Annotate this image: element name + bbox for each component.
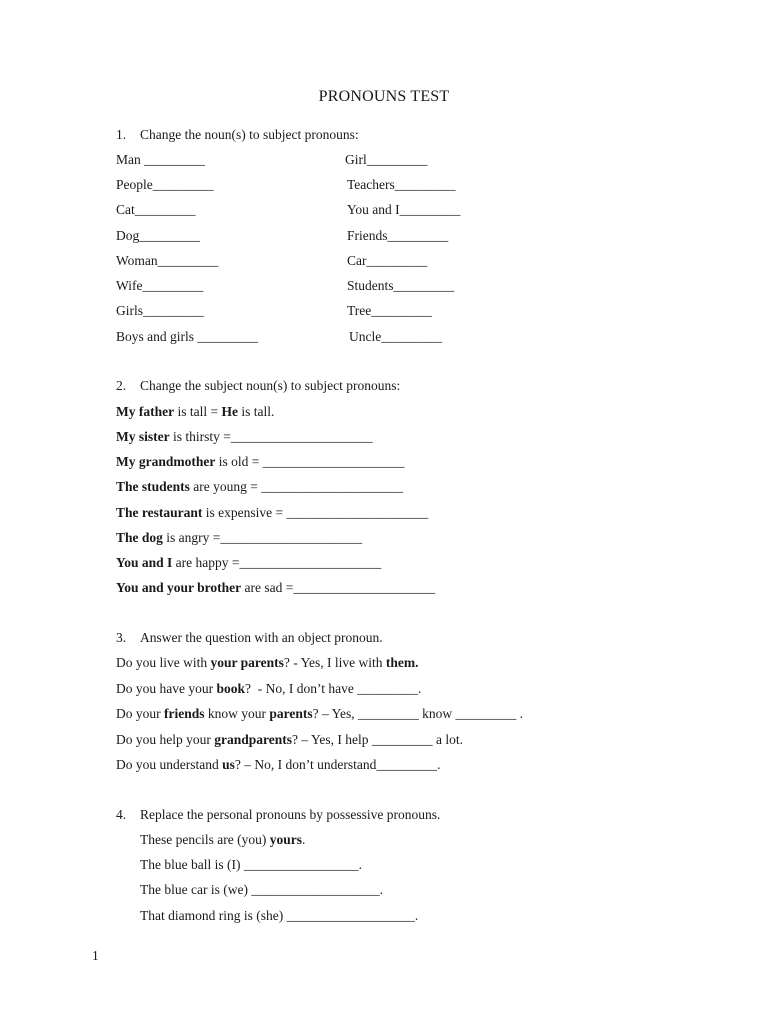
s2-subject: You and your brother (116, 580, 242, 595)
s3-bold: them. (385, 655, 419, 670)
s3-row (116, 654, 419, 672)
s2-text: is tall = (174, 404, 222, 419)
s3-text: know your (204, 706, 270, 721)
s1-right-item: You and I_________ (347, 202, 461, 217)
s4-row (140, 831, 305, 849)
s2-subject: My father (116, 404, 175, 419)
s2-text: is expensive = _____________________ (202, 505, 429, 520)
s3-text: ? – Yes, I help _________ a lot. (292, 732, 464, 747)
s3-text: ? – No, I don’t understand_________. (234, 757, 441, 772)
s3-text: Do you live with (116, 655, 211, 670)
s3-bold: your parents (210, 655, 284, 670)
section3-number: 3. (116, 630, 127, 645)
s1-right-item: Girl_________ (345, 152, 428, 167)
s4-text: These pencils are (you) (140, 832, 270, 847)
s1-right-item: Car_________ (347, 253, 428, 268)
s1-right-item: Tree_________ (347, 303, 433, 318)
s4-row (140, 856, 362, 874)
s1-right-item: Teachers_________ (347, 177, 456, 192)
s2-answer: He (221, 404, 238, 419)
s3-row (116, 680, 421, 698)
s4-text: That diamond ring is (she) ___________________. (140, 908, 419, 923)
s1-left-item: Dog_________ (116, 228, 200, 243)
s2-text: are sad =_____________________ (241, 580, 436, 595)
s4-text: The blue ball is (I) _________________. (140, 857, 362, 872)
s1-left-item: Boys and girls _________ (116, 329, 259, 344)
s3-row (116, 756, 440, 774)
s2-text: is old = _____________________ (215, 454, 405, 469)
s4-text: . (301, 832, 306, 847)
s2-subject: The dog (116, 530, 163, 545)
s2-text: is thirsty =_____________________ (169, 429, 373, 444)
s1-right-item: Uncle_________ (349, 329, 442, 344)
s2-subject: The restaurant (116, 505, 203, 520)
s2-text: is angry =_____________________ (162, 530, 363, 545)
section4-heading (116, 806, 440, 824)
s3-bold: friends (164, 706, 205, 721)
section3-heading (116, 629, 383, 647)
s2-row (116, 403, 274, 421)
s3-bold: book (216, 681, 246, 696)
s2-text: are young = _____________________ (189, 479, 403, 494)
section2-number: 2. (116, 378, 127, 393)
section2-heading-text: Change the subject noun(s) to subject pronouns: (140, 378, 401, 393)
s2-row (116, 579, 435, 597)
s2-row (116, 453, 404, 471)
s3-row (116, 705, 523, 723)
s3-bold: grandparents (214, 732, 293, 747)
s3-text: ? – Yes, _________ know _________ . (312, 706, 524, 721)
s1-left-item: Girls_________ (116, 303, 204, 318)
s1-left-item: Woman_________ (116, 253, 219, 268)
s2-text: is tall. (237, 404, 275, 419)
s2-row (116, 504, 428, 522)
section4-heading-text: Replace the personal pronouns by possessive pronouns. (140, 807, 441, 822)
section1-heading (116, 126, 359, 144)
page-number: 1 (92, 948, 99, 963)
s1-left-item: Man _________ (116, 152, 205, 167)
s2-subject: My grandmother (116, 454, 216, 469)
s1-left-item: Wife_________ (116, 278, 204, 293)
s2-row (116, 478, 403, 496)
page-title: PRONOUNS TEST (318, 88, 450, 105)
section1-heading-text: Change the noun(s) to subject pronouns: (140, 127, 359, 142)
s3-text: ? - Yes, I live with (283, 655, 386, 670)
s2-subject: You and I (116, 555, 173, 570)
s2-subject: The students (116, 479, 190, 494)
s3-text: ? - No, I don’t have _________. (245, 681, 422, 696)
s3-row (116, 731, 463, 749)
s4-row (140, 907, 418, 925)
s2-text: are happy =_____________________ (172, 555, 382, 570)
s1-right-item: Students_________ (347, 278, 455, 293)
s2-row (116, 428, 373, 446)
section3-heading-text: Answer the question with an object pronoun. (140, 630, 383, 645)
s3-text: Do your (116, 706, 164, 721)
section4-number: 4. (116, 807, 127, 822)
s2-row (116, 529, 362, 547)
s3-bold: parents (269, 706, 313, 721)
s4-row (140, 881, 383, 899)
s1-right-item: Friends_________ (347, 228, 449, 243)
section1-number: 1. (116, 127, 127, 142)
s2-subject: My sister (116, 429, 170, 444)
s2-row (116, 554, 381, 572)
section2-heading (116, 377, 400, 395)
s3-text: Do you have your (116, 681, 217, 696)
s4-bold: yours (269, 832, 302, 847)
s3-text: Do you understand (116, 757, 223, 772)
s1-left-item: People_________ (116, 177, 214, 192)
s1-left-item: Cat_________ (116, 202, 196, 217)
s3-text: Do you help your (116, 732, 215, 747)
s4-text: The blue car is (we) ___________________. (140, 882, 383, 897)
s3-bold: us (222, 757, 235, 772)
